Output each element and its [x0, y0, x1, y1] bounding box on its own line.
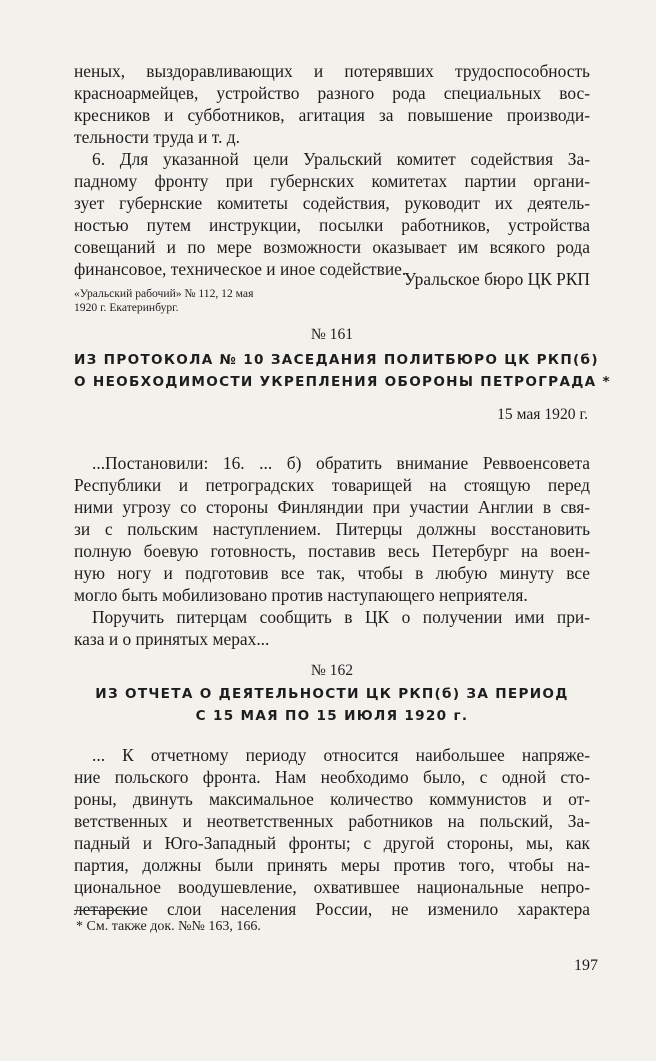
text-line: зи с польским наступлением. Питерцы должны восстановить: [74, 519, 590, 539]
text-line: ностью путем инструкции, посылки работников, устройства: [74, 215, 590, 235]
text-line: зует губернские комитеты содействия, руководит их деятель-: [74, 193, 590, 213]
text-line: кресников и субботников, агитация за повышение производи-: [74, 105, 590, 125]
text-line: партия, должны были принять меры против того, чтобы на-: [74, 855, 590, 875]
document-date: 15 мая 1920 г.: [497, 406, 588, 423]
text-line: Поручить питерцам сообщить в ЦК о получении ими при-: [92, 607, 590, 627]
document-title: О НЕОБХОДИМОСТИ УКРЕПЛЕНИЯ ОБОРОНЫ ПЕТРОГРАДА *: [74, 374, 611, 390]
document-title: ИЗ ОТЧЕТА О ДЕЯТЕЛЬНОСТИ ЦК РКП(б) ЗА ПЕРИОД: [95, 686, 569, 702]
document-number: № 161: [310, 326, 354, 343]
source-citation-line: «Уральский рабочий» № 112, 12 мая: [74, 287, 254, 300]
text-line: ...Постановили: 16. ... б) обратить внимание Реввоенсовета: [92, 453, 590, 473]
page-number: 197: [574, 957, 598, 974]
text-line: ную ногу и подготовив все так, чтобы в любую минуту все: [74, 563, 590, 583]
text-line: циональное воодушевление, охватившее национальные непро-: [74, 877, 590, 897]
text-line: могло быть мобилизовано против наступающего неприятеля.: [74, 585, 528, 605]
text-line: 6. Для указанной цели Уральский комитет содействия За-: [92, 149, 590, 169]
footnote: * См. также док. №№ 163, 166.: [76, 919, 261, 934]
text-line: ними угрозу со стороны Финляндии при участии Англии в свя-: [74, 497, 590, 517]
source-citation-line: 1920 г. Екатеринбург.: [74, 301, 179, 314]
text-line: финансовое, техническое и иное содействие.: [74, 259, 407, 279]
text-line: красноармейцев, устройство разного рода специальных вос-: [74, 83, 590, 103]
text-line: ветственных и неответственных работников на польский, За-: [74, 811, 590, 831]
text-line: ние польского фронта. Нам необходимо было, с одной сто-: [74, 767, 590, 787]
footnote-divider: [74, 910, 136, 911]
text-line: падному фронту при губернских комитетах партии органи-: [74, 171, 590, 191]
text-line: падный и Юго-Западный фронты; с другой стороны, мы, как: [74, 833, 590, 853]
text-line: летарские слои населения России, не изменило характера: [74, 899, 590, 919]
text-line: ... К отчетному периоду относится наибольшее напряже-: [92, 745, 590, 765]
document-title: ИЗ ПРОТОКОЛА № 10 ЗАСЕДАНИЯ ПОЛИТБЮРО ЦК РКП(б): [74, 352, 599, 368]
text-line: совещаний и по мере возможности оказывает им всякого рода: [74, 237, 590, 257]
text-line: роны, двинуть максимальное количество коммунистов и от-: [74, 789, 590, 809]
signature: Уральское бюро ЦК РКП: [403, 269, 590, 289]
text-line: каза и о принятых мерах...: [74, 629, 270, 649]
text-line: полную боевую готовность, поставив весь Петербург на воен-: [74, 541, 590, 561]
document-number: № 162: [310, 662, 354, 679]
text-line: неных, выздоравливающих и потерявших трудоспособность: [74, 61, 590, 81]
document-title: С 15 МАЯ ПО 15 ИЮЛЯ 1920 г.: [195, 708, 469, 724]
text-line: Республики и петроградских товарищей на стоящую перед: [74, 475, 590, 495]
text-line: тельности труда и т. д.: [74, 127, 240, 147]
